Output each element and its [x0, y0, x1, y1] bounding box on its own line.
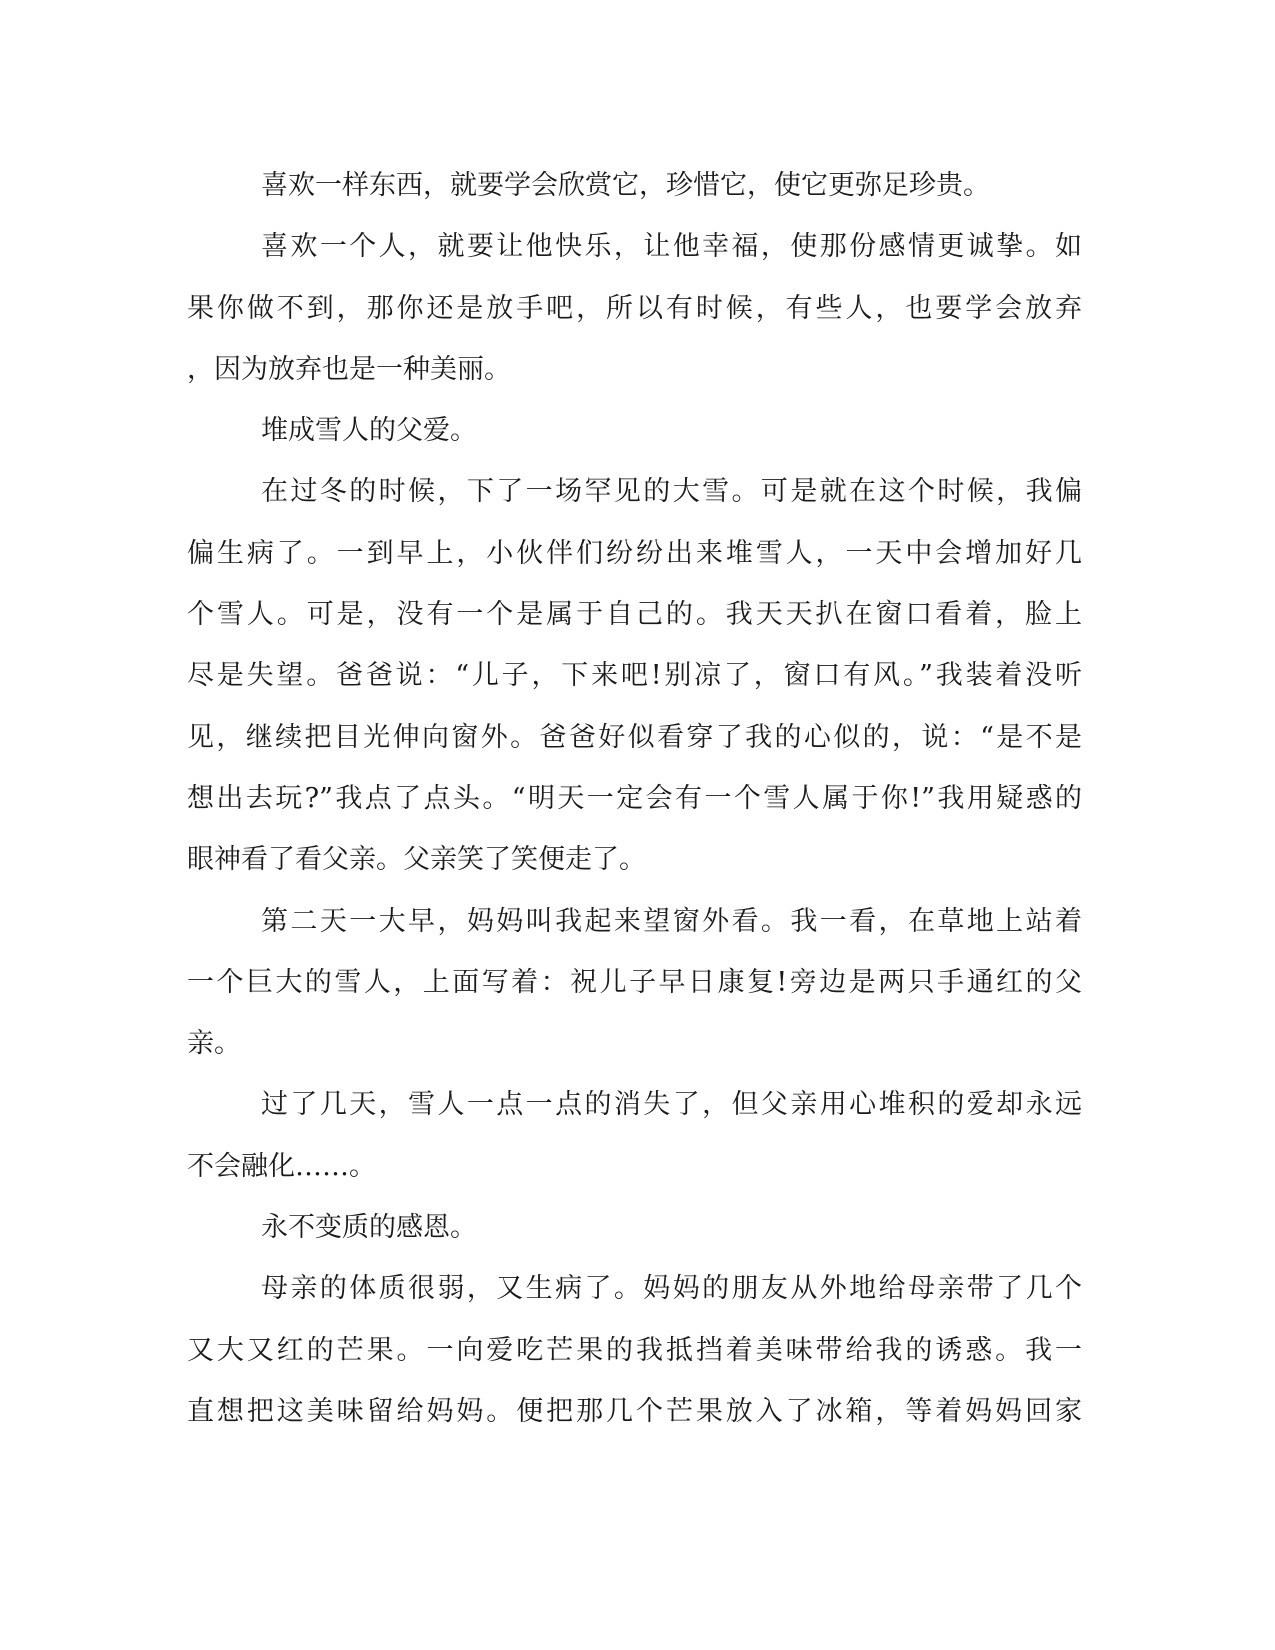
text-line: 永不变质的感恩。 — [261, 1212, 477, 1244]
text-line: 眼神看了看父亲。父亲笑了笑便走了。 — [187, 844, 646, 876]
text-line: 亲。 — [187, 1028, 241, 1060]
text-line: 堆成雪人的父爱。 — [261, 415, 477, 447]
text-line: 直想把这美味留给妈妈。便把那几个芒果放入了冰箱，等着妈妈回家 — [187, 1395, 1082, 1427]
text-line: 尽是失望。爸爸说：“儿子，下来吧!别凉了，窗口有风。”我装着没听 — [187, 660, 1082, 692]
text-line: 喜欢一个人，就要让他快乐，让他幸福，使那份感情更诚挚。如 — [261, 231, 1082, 263]
text-line: 个雪人。可是，没有一个是属于自己的。我天天扒在窗口看着，脸上 — [187, 599, 1082, 631]
text-line: 见，继续把目光伸向窗外。爸爸好似看穿了我的心似的，说：“是不是 — [187, 721, 1082, 753]
text-line: 母亲的体质很弱，又生病了。妈妈的朋友从外地给母亲带了几个 — [261, 1273, 1082, 1305]
text-line: ，因为放弃也是一种美丽。 — [187, 353, 511, 385]
text-line: 想出去玩?”我点了点头。“明天一定会有一个雪人属于你!”我用疑惑的 — [187, 782, 1082, 814]
text-line: 又大又红的芒果。一向爱吃芒果的我抵挡着美味带给我的诱惑。我一 — [187, 1334, 1082, 1366]
text-line: 一个巨大的雪人，上面写着：祝儿子早日康复!旁边是两只手通红的父 — [187, 966, 1082, 998]
text-line: 果你做不到，那你还是放手吧，所以有时候，有些人，也要学会放弃 — [187, 292, 1082, 324]
text-line: 第二天一大早，妈妈叫我起来望窗外看。我一看，在草地上站着 — [261, 905, 1082, 937]
text-line: 偏生病了。一到早上，小伙伴们纷纷出来堆雪人，一天中会增加好几 — [187, 537, 1082, 569]
document-page — [187, 155, 1082, 1442]
text-line: 不会融化……。 — [187, 1150, 376, 1182]
text-line: 过了几天，雪人一点一点的消失了，但父亲用心堆积的爱却永远 — [261, 1089, 1082, 1121]
text-line: 喜欢一样东西，就要学会欣赏它，珍惜它，使它更弥足珍贵。 — [261, 170, 990, 201]
text-line: 在过冬的时候，下了一场罕见的大雪。可是就在这个时候，我偏 — [261, 476, 1082, 508]
